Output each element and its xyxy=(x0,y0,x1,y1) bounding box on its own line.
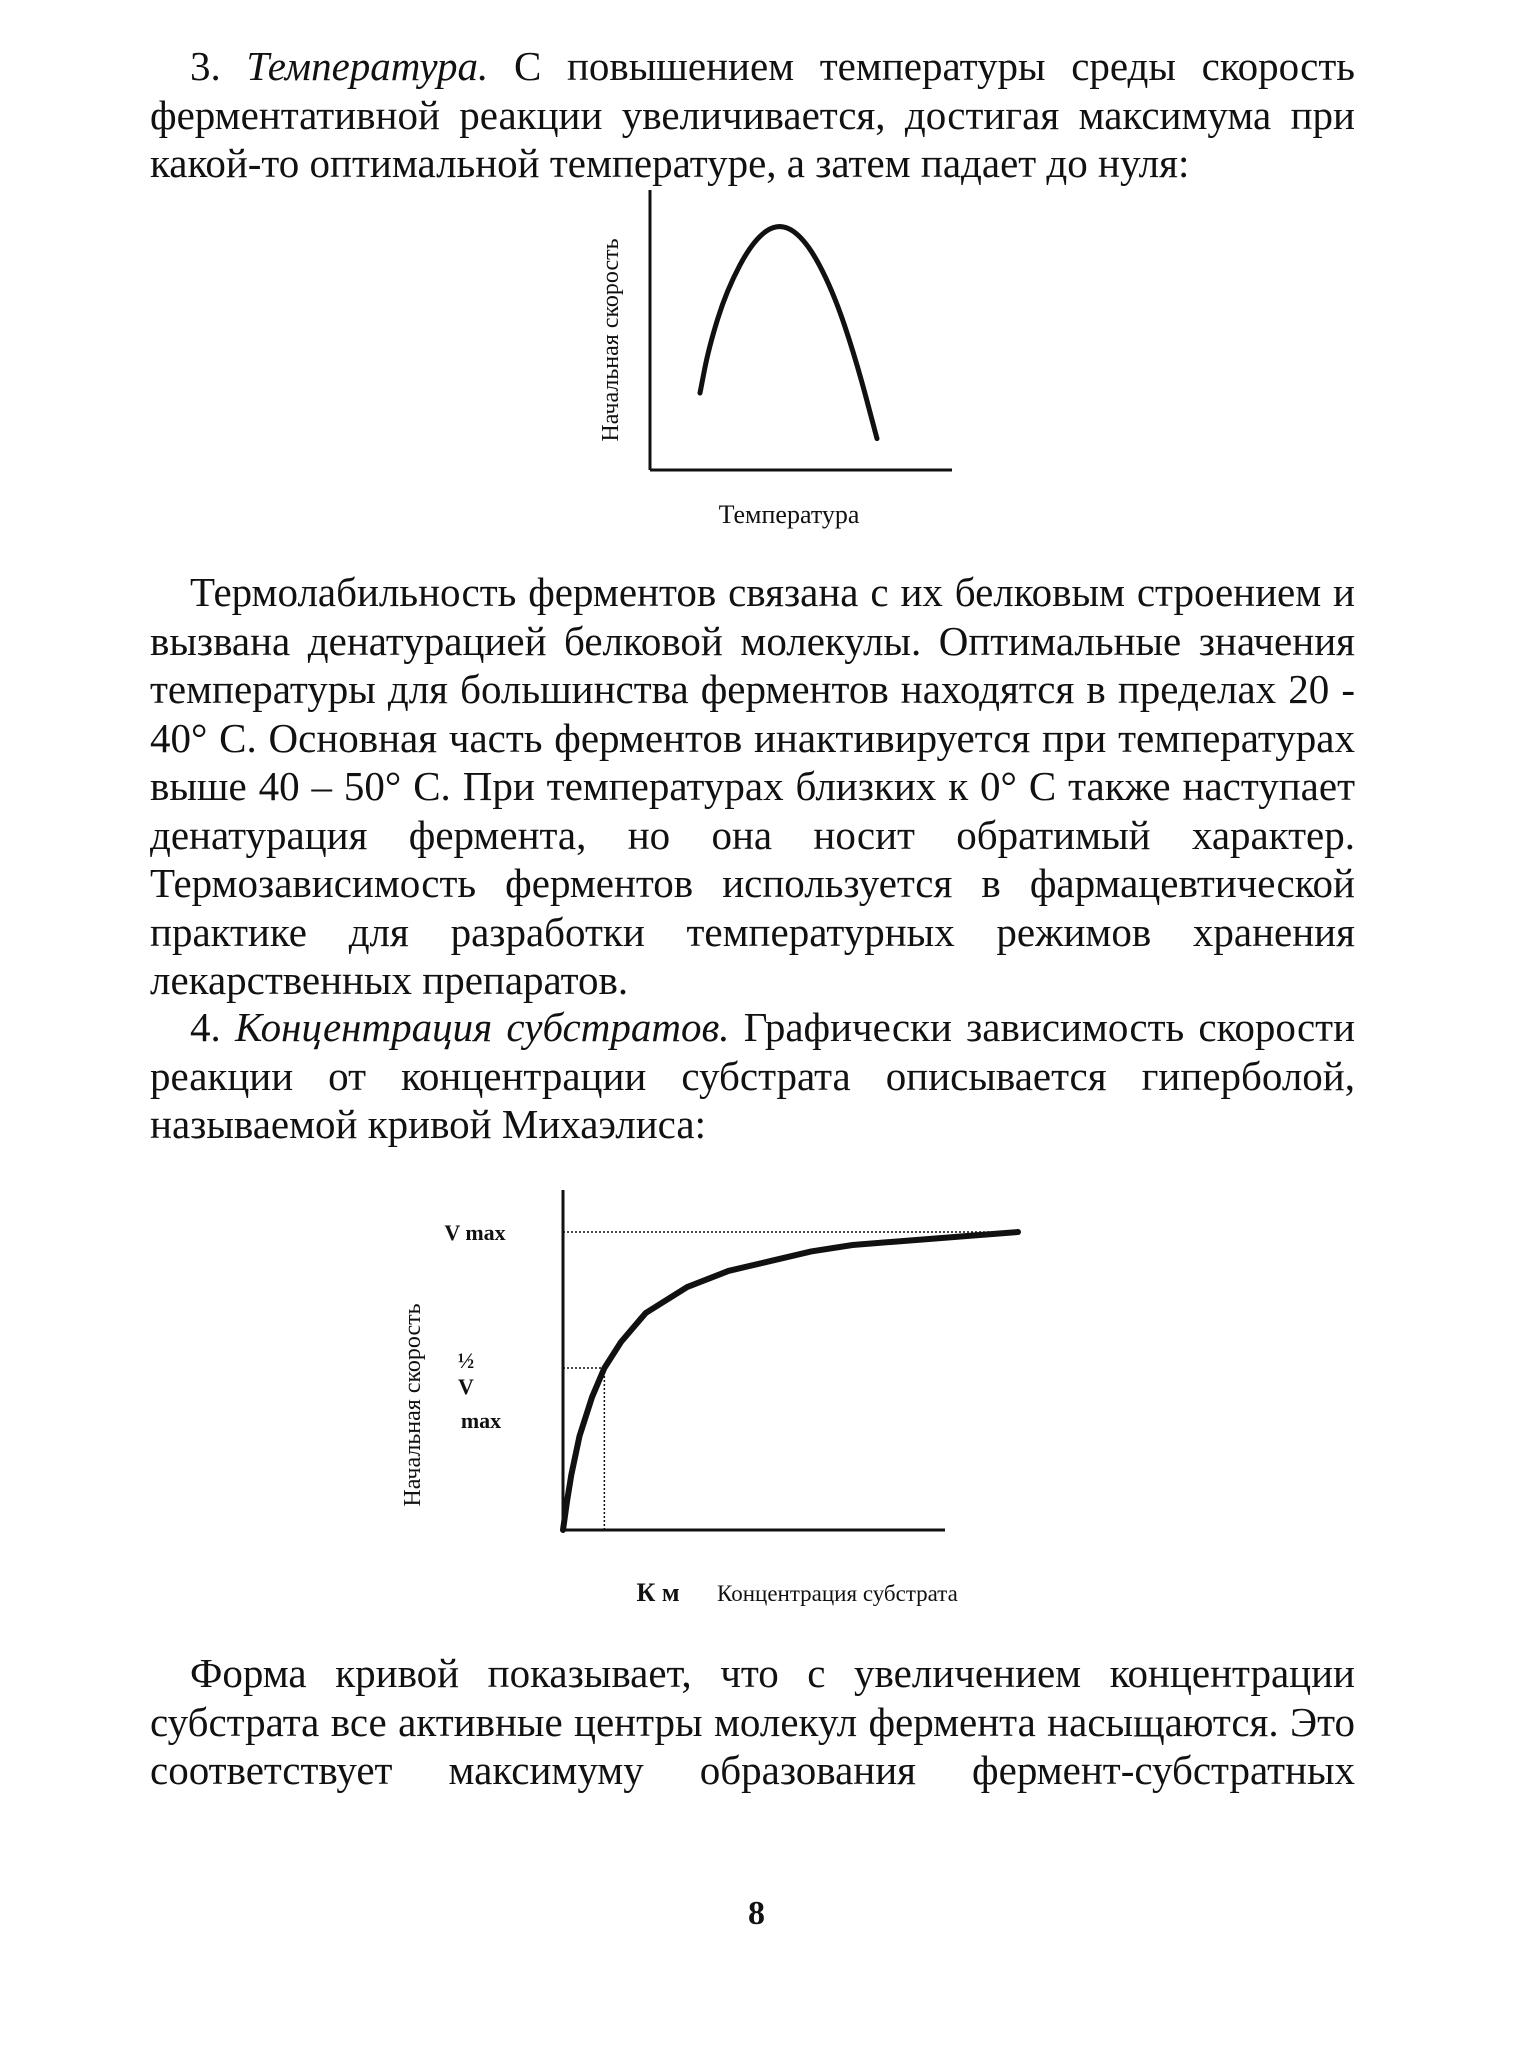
paragraph-text: С повышением температуры среды скорость ферментативной реакции увеличивается, достигая максимума при какой-то оптимальной температуре, а затем падает до нуля: xyxy=(150,43,1355,186)
x-tick-km: К м xyxy=(636,1578,680,1607)
y-axis-label: Начальная скорость xyxy=(400,1303,426,1507)
y-tick-max: max xyxy=(460,1408,502,1433)
paragraph-curve-shape: Форма кривой показывает, что с увеличением концентрации субстрата все активные центры молекул фермента насыщаются. Это соответствует максимуму образования фермент-субстратных xyxy=(150,1650,1355,1793)
paragraph-substrate xyxy=(150,1003,1355,1149)
x-axis-label: Концентрация субстрата xyxy=(717,1581,958,1606)
temperature-curve xyxy=(700,227,877,439)
y-tick-vmax: V max xyxy=(444,1220,506,1245)
y-axis-label: Начальная скорость xyxy=(598,238,624,442)
section-number: 3. xyxy=(190,43,221,89)
x-axis-label: Температура xyxy=(718,500,860,529)
y-tick-half: ½ xyxy=(457,1348,475,1373)
michaelis-curve xyxy=(563,1232,1018,1530)
paragraph-text: Графически зависимость скорости реакции от концентрации субстрата описывается гиперболой, называемой кривой Михаэлиса: xyxy=(150,1004,1356,1147)
y-tick-v: V xyxy=(458,1374,474,1399)
paragraph-thermolability: Термолабильность ферментов связана с их белковым строением и вызвана денатурацией белковой молекулы. Оптимальные значения температуры для большинства ферментов находятся в пределах 20 - 40° С. Основная часть ферментов инактивируется при температурах выше 40 – 50° С. При температурах близких к 0° С также наступает денатурация фермента, но она носит обратимый характер. Термозависимость ферментов используется в фармацевтической практике для разработки температурных режимов хранения лекарственных препаратов. xyxy=(150,569,1355,1003)
section-title: Концентрация субстратов. xyxy=(234,1004,730,1050)
page-number: 8 xyxy=(748,1895,765,1932)
section-number: 4. xyxy=(190,1004,221,1050)
paragraph-temperature xyxy=(150,42,1355,188)
section-title: Температура. xyxy=(246,43,489,89)
